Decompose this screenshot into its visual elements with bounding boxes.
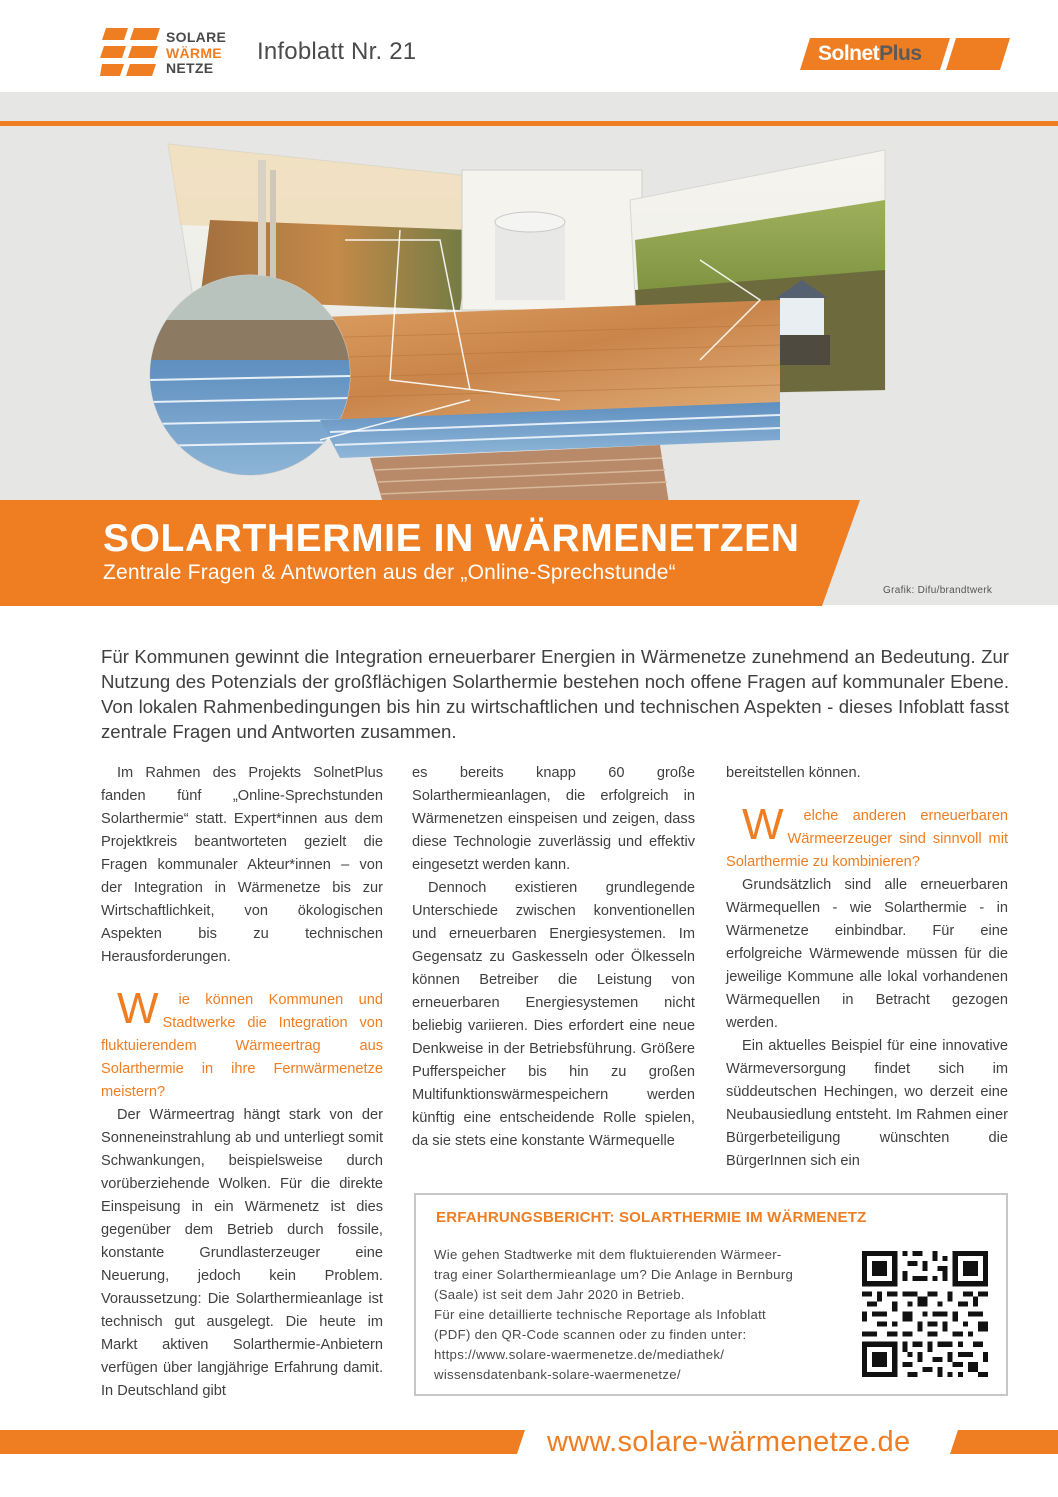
plus-word: Plus — [879, 42, 922, 65]
image-credit: Grafik: Difu/brandtwerk — [883, 585, 993, 596]
box-line: Wie gehen Stadtwerke mit dem fluktuierenden Wärmeer- — [434, 1247, 782, 1262]
intro-paragraph: Für Kommunen gewinnt die Integration erneuerbarer Energien in Wärmenetze zunehmend an Bedeutung. Zur Nutzung des Potenzials der großflächigen Solarthermie bestehen noch offene Fragen auf kommunaler Ebene. Von lokalen Rahmenbedingungen bis hin zu wirtschaftlichen und technischen Aspekten - dieses Infoblatt fasst zentrale Fragen und Antworten zusammen. — [101, 646, 1009, 742]
footer-right-bar — [950, 1430, 1058, 1454]
text-column-2 — [412, 762, 695, 1153]
question-2-text: elche anderen erneuerbaren Wärmeerzeuger sind sinnvoll mit Solarthermie zu kombinieren? — [726, 808, 1008, 870]
column2-paragraph-1: es bereits knapp 60 große Solarthermieanlagen, die erfolgreich in Wärmenetzen einspeisen und zeigen, dass diese Technologie zuverlässig und effektiv eingesetzt werden kann. — [412, 765, 695, 873]
box-body — [434, 1245, 839, 1385]
solnet-word: Solnet — [818, 42, 880, 65]
question-1 — [101, 984, 383, 1104]
logo-line-3: NETZE — [166, 60, 214, 76]
logo-line-1: SOLARE — [166, 29, 227, 45]
box-link-line[interactable]: https://www.solare-waermenetze.de/mediathek/ — [434, 1347, 725, 1362]
logo-line-2: WÄRME — [166, 44, 222, 61]
text-column-3 — [726, 762, 1008, 1173]
solare-waermenetze-logo — [100, 28, 240, 84]
column3-paragraph-3: Ein aktuelles Beispiel für eine innovative Wärmeversorgung findet sich im süddeutschen Hechingen, wo derzeit eine Neubausiedlung entsteht. Im Rahmen einer Bürgerbeteiligung wünschten die BürgerInnen sich ein — [726, 1038, 1008, 1169]
page-header — [0, 0, 1058, 90]
column1-paragraph-2: Der Wärmeertrag hängt stark von der Sonneneinstrahlung ab und unterliegt somit Schwankungen, beispielsweise durch vorüberziehende Wolken. Für die direkte Einspeisung in ein Wärmenetz ist dies gegenüber dem Betrieb durch fossile, konstante Grundlasterzeuger eine Neuerung, jedoch kein Problem. Voraussetzung: Die Solarthermieanlage ist technisch gut ausgelegt. Die heute im Markt aktiven Solarthermie-Anbietern verfügen über langjährige Erfahrung damit. In Deutschland gibt — [101, 1107, 383, 1399]
question-2 — [726, 800, 1008, 874]
solar-plant-collage-image — [140, 140, 900, 510]
text-column-1 — [101, 762, 383, 1403]
box-line: (PDF) den QR-Code scannen oder zu finden unter: — [434, 1327, 747, 1342]
qr-code-icon[interactable] — [862, 1251, 988, 1377]
column2-paragraph-2: Dennoch existieren grundlegende Unterschiede zwischen konventionellen und erneuerbaren Energiesystemen. Im Gegensatz zu Gaskesseln oder Ölkesseln können Betreiber die Leistung von erneuerbaren Energiesystemen nicht beliebig variieren. Dies erfordert eine neue Denkweise in der Betriebsführung. Größere Pufferspeicher bis hin zu großen Multifunktionswärmespeichern werden künftig eine entscheidende Rolle spielen, da sie stets eine konstante Wärmequelle — [412, 880, 695, 1149]
question-2-initial: W — [742, 800, 784, 849]
column3-paragraph-1: bereitstellen können. — [726, 765, 861, 781]
page-subtitle: Zentrale Fragen & Antworten aus der „Online-Sprechstunde“ — [103, 561, 676, 584]
website-link[interactable]: www.solare-wärmenetze.de — [547, 1426, 911, 1458]
box-line: trag einer Solarthermieanlage um? Die Anlage in Bernburg — [434, 1267, 794, 1282]
hero-top-rule — [0, 121, 1058, 126]
column3-paragraph-2: Grundsätzlich sind alle erneuerbaren Wärmequellen - wie Solarthermie - in Wärmenetze einbindbar. Für eine erfolgreiche Wärmewende müssen für die jeweilige Kommune alle lokal vorhandenen Wärmequellen in Betracht gezogen werden. — [726, 877, 1008, 1031]
box-title: ERFAHRUNGSBERICHT: SOLARTHERMIE IM WÄRMENETZ — [436, 1209, 867, 1226]
erfahrungsbericht-box — [414, 1193, 1008, 1396]
footer-left-bar — [0, 1430, 525, 1454]
box-link-line[interactable]: wissensdatenbank-solare-waermenetze/ — [434, 1367, 681, 1382]
question-1-initial: W — [117, 984, 159, 1033]
question-1-text: ie können Kommunen und Stadtwerke die Integration von fluktuierendem Wärmeertrag aus Solarthermie in ihre Fernwärmenetze meistern? — [101, 992, 383, 1100]
box-line: (Saale) ist seit dem Jahr 2020 in Betrieb. — [434, 1287, 685, 1302]
box-line: Für eine detaillierte technische Reportage als Infoblatt — [434, 1307, 767, 1322]
column1-paragraph-1: Im Rahmen des Projekts SolnetPlus fanden fünf „Online-Sprechstunden Solarthermie“ statt. Expert*innen aus dem Projektkreis beantworteten gezielt die Fragen kommunaler Akteur*innen – von der Integration in Wärmenetze bis zur Wirtschaftlichkeit, von ökologischen Aspekten bis zu technischen Herausforderungen. — [101, 765, 383, 965]
solnet-plus-label — [818, 42, 922, 66]
page-title: SOLARTHERMIE IN WÄRMENETZEN — [103, 517, 800, 560]
logo-text — [166, 30, 226, 77]
infoblatt-number: Infoblatt Nr. 21 — [257, 38, 417, 65]
logo-bars-icon — [100, 28, 162, 80]
